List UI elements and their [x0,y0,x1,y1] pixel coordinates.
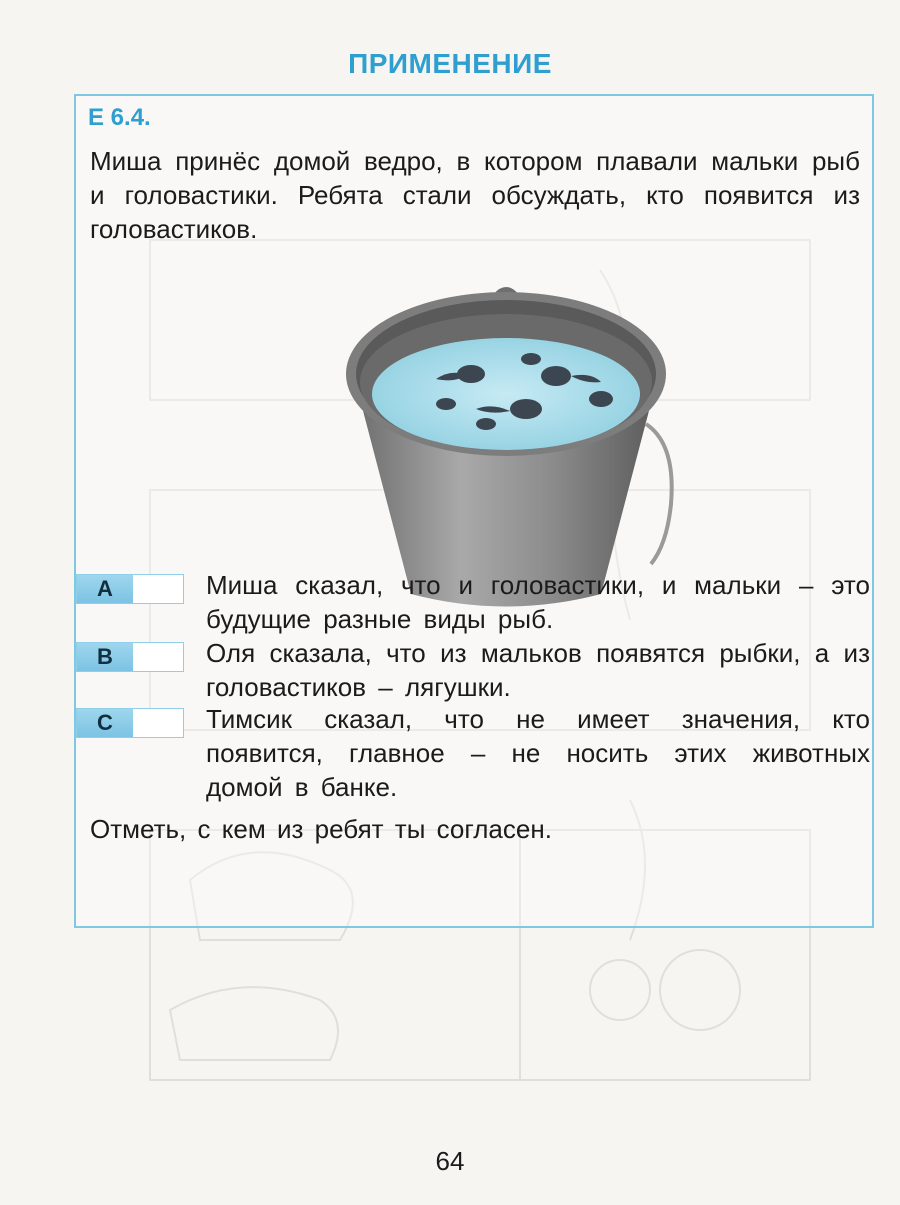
option-a-checkbox[interactable] [76,574,184,604]
task-text: Миша принёс домой ведро, в котором плавали мальки рыб и головастики. Ребята стали обсуждать, кто появится из головастиков. [90,146,860,244]
option-c-checkbox[interactable] [76,708,184,738]
option-c-letter: C [77,709,133,737]
task-id: Е 6.4. [88,104,151,131]
page-number: 64 [435,1146,465,1176]
option-c-text: Тимсик сказал, что не имеет значения, кто появится, главное – не носить этих животных домой в банке. [206,704,870,802]
task-card [74,94,874,928]
option-b-text: Оля сказала, что из мальков появятся рыбки, а из головастиков – лягушки. [206,638,870,702]
option-a-letter: A [77,575,133,603]
option-a-text: Миша сказал, что и головастики, и мальки – это будущие разные виды рыб. [206,570,870,634]
section-title: ПРИМЕНЕНИЕ [348,48,552,79]
option-b-letter: B [77,643,133,671]
option-b-checkbox[interactable] [76,642,184,672]
question-text: Отметь, с кем из ребят ты согласен. [90,814,552,844]
